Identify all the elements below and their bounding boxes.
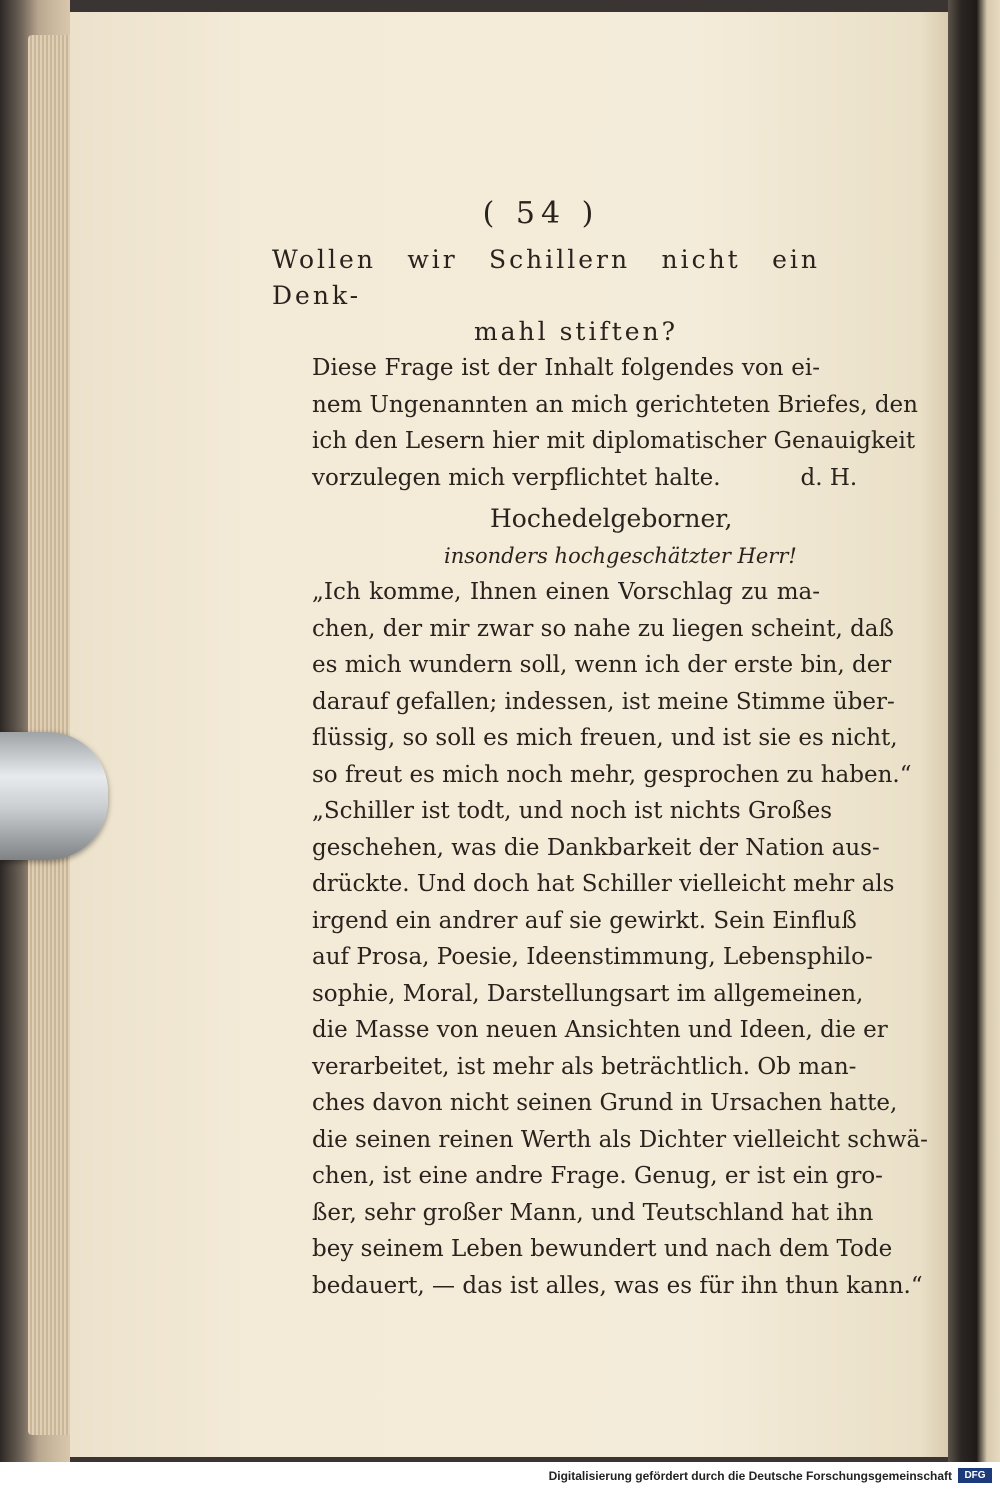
intro-paragraph xyxy=(272,350,918,496)
text-line xyxy=(272,460,858,497)
letter-paragraph-2 xyxy=(272,793,928,1304)
heading-line-2: mahl stiften? xyxy=(473,317,679,346)
footer-bar xyxy=(0,1462,1000,1490)
text-line: ches davon nicht seinen Grund in Ursachen hatte, xyxy=(312,1090,898,1116)
dfg-logo: DFG xyxy=(958,1468,992,1483)
text-line: darauf gefallen; indessen, ist meine Stimme über- xyxy=(312,688,895,715)
salutation-line-2: insonders hochgeschätzter Herr! xyxy=(444,544,797,568)
text-line: irgend ein andrer auf sie gewirkt. Sein Einfluß xyxy=(312,907,857,934)
letter-paragraph-1 xyxy=(272,574,912,793)
signature: d. H. xyxy=(800,464,858,491)
heading-line-1: Wollen wir Schillern nicht ein Denk- xyxy=(272,245,820,310)
text-line: drückte. Und doch hat Schiller vielleicht mehr als xyxy=(312,871,895,897)
text-line: „Ich komme, Ihnen einen Vorschlag zu ma- xyxy=(312,579,820,605)
salutation-line-1: Hochedelgeborner, xyxy=(490,504,733,533)
text-line: die seinen reinen Werth als Dichter vielleicht schwä- xyxy=(312,1126,928,1153)
text-line: geschehen, was die Dankbarkeit der Nation aus- xyxy=(312,834,880,861)
text-line: chen, der mir zwar so nahe zu liegen scheint, daß xyxy=(312,615,894,642)
text-line: Diese Frage ist der Inhalt folgendes von ei- xyxy=(312,355,820,381)
text-line: „Schiller ist todt, und noch ist nichts Großes xyxy=(312,798,832,824)
text-line: die Masse von neuen Ansichten und Ideen, die er xyxy=(312,1017,888,1043)
text-line: so freut es mich noch mehr, gesprochen zu haben.“ xyxy=(312,761,912,788)
text-line: es mich wundern soll, wenn ich der erste bin, der xyxy=(312,652,892,678)
text-line-content: vorzulegen mich verpflichtet halte. xyxy=(312,464,721,491)
text-line: auf Prosa, Poesie, Ideenstimmung, Lebensphilo- xyxy=(312,944,873,970)
page-clip xyxy=(0,732,108,860)
book-gutter xyxy=(948,0,1000,1462)
footer-credit: Digitalisierung gefördert durch die Deutsche Forschungsgemeinschaft xyxy=(548,1469,952,1483)
text-line: ich den Lesern hier mit diplomatischer Genauigkeit xyxy=(312,428,916,454)
text-line: chen, ist eine andre Frage. Genug, er ist ein gro- xyxy=(312,1163,883,1189)
text-line: flüssig, so soll es mich freuen, und ist sie es nicht, xyxy=(312,725,898,751)
text-line: verarbeitet, ist mehr als beträchtlich. Ob man- xyxy=(312,1053,857,1080)
text-line: sophie, Moral, Darstellungsart im allgemeinen, xyxy=(312,980,864,1007)
text-line: bey seinem Leben bewundert und nach dem Tode xyxy=(312,1236,893,1262)
text-line: bedauert, — das ist alles, was es für ihn thun kann.“ xyxy=(312,1272,923,1299)
page-number: ( 54 ) xyxy=(482,196,600,231)
page-text xyxy=(272,186,928,1304)
text-line: ßer, sehr großer Mann, und Teutschland hat ihn xyxy=(312,1199,874,1226)
text-line: nem Ungenannten an mich gerichteten Briefes, den xyxy=(312,391,918,418)
